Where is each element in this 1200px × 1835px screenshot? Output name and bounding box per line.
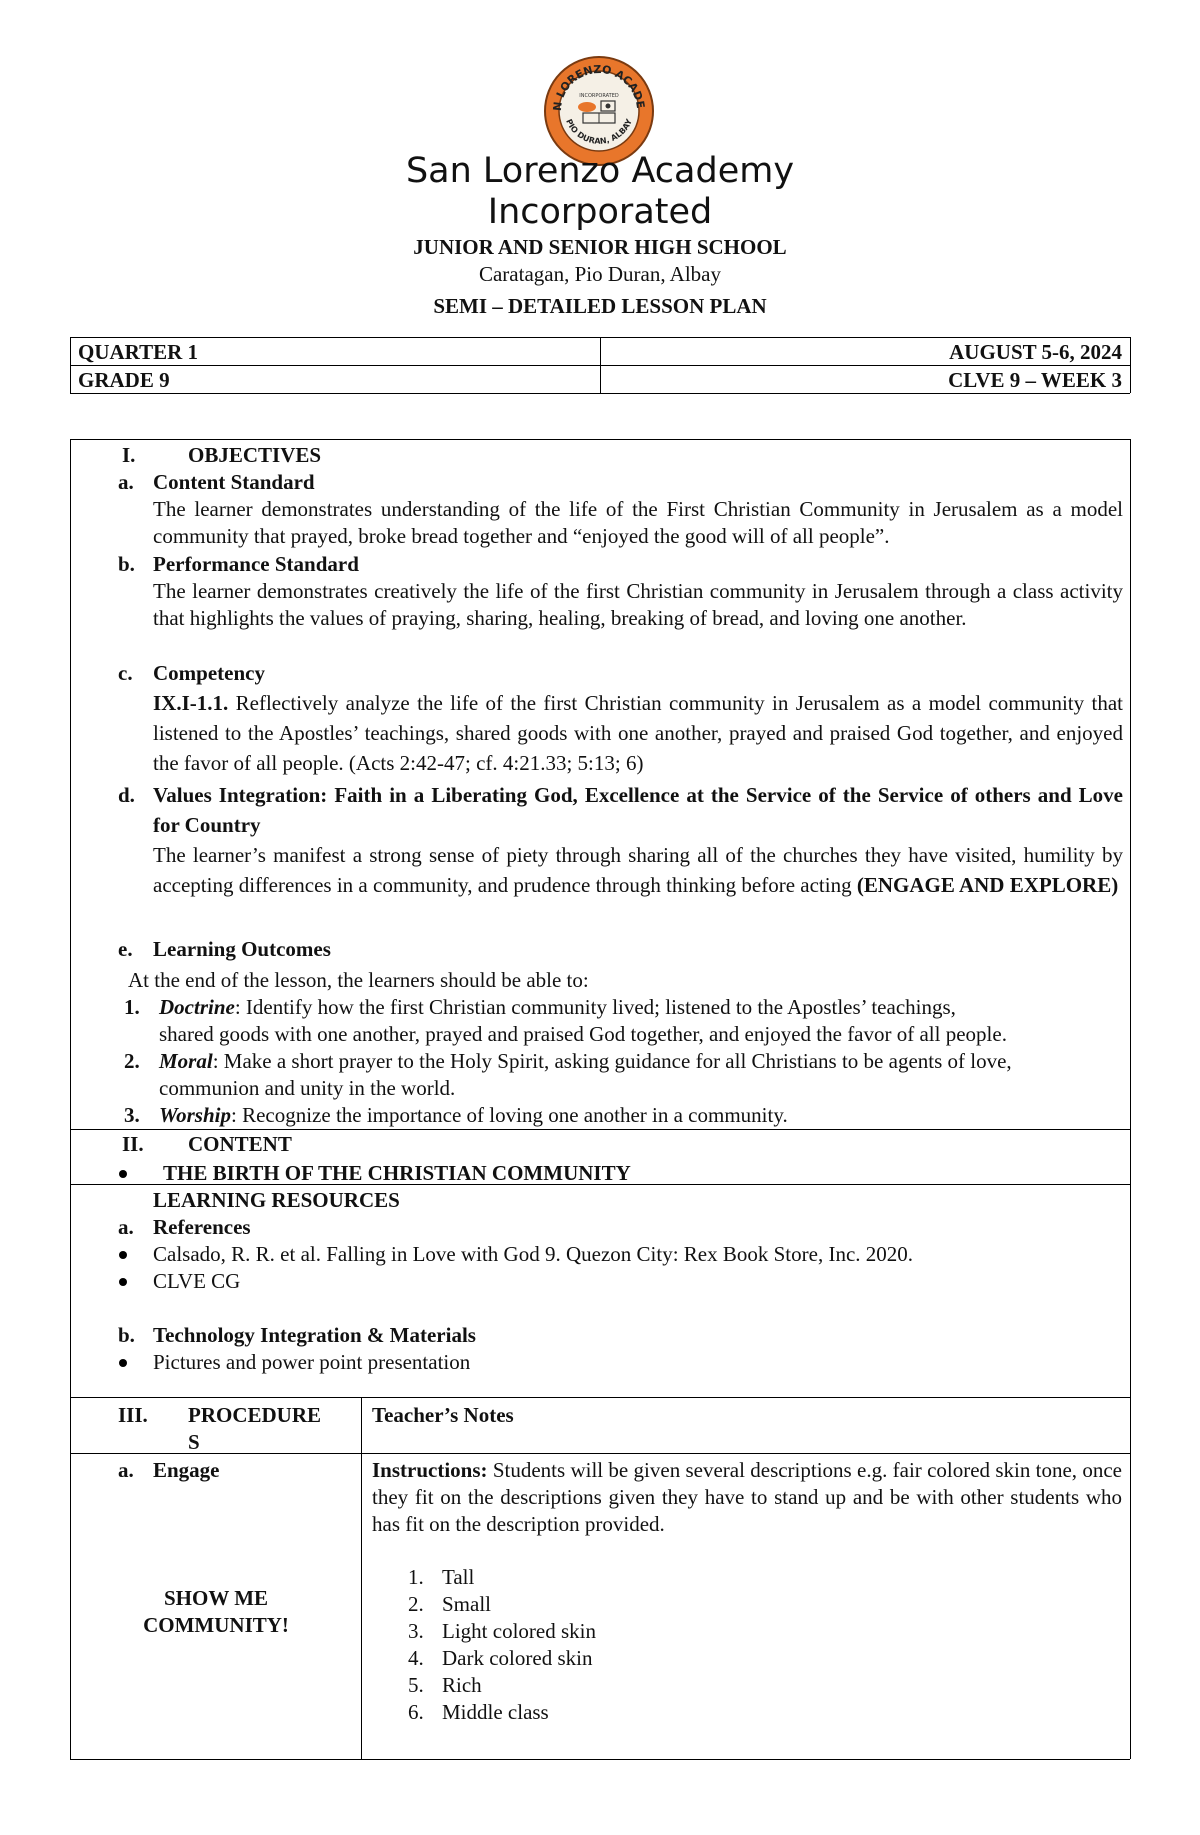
competency-body: Reflectively analyze the life of the first Christian community in Jerusalem as a model community that listened to the Apostles’ teachings, shared goods with one another, prayed and praised God together, and enjoyed the favor of all people. (Acts 2:42-47; cf. 4:21.33; 5:13; 6) [153, 691, 1123, 775]
outcome-2-line2: communion and unity in the world. [159, 1076, 456, 1100]
content-topic: THE BIRTH OF THE CHRISTIAN COMMUNITY [163, 1161, 631, 1185]
date-cell: AUGUST 5-6, 2024 [949, 340, 1122, 364]
procedures-title-line1: PROCEDURE [188, 1403, 322, 1427]
instructions-body: Students will be given several descriptions e.g. fair colored skin tone, once they fit on the descriptions given they have to stand up and be with other students who has fit on the description provided. [372, 1458, 1122, 1536]
list-item-6-num: 6. [408, 1700, 424, 1724]
list-item-1: Tall [442, 1565, 475, 1589]
references-letter: a. [118, 1215, 134, 1239]
outcome-1-num: 1. [124, 995, 140, 1019]
list-item-4: Dark colored skin [442, 1646, 593, 1670]
objectives-num: I. [122, 443, 136, 467]
list-item-3: Light colored skin [442, 1619, 596, 1643]
content-title: CONTENT [188, 1132, 292, 1156]
tech-letter: b. [118, 1323, 135, 1347]
list-item-2-num: 2. [408, 1592, 424, 1616]
outcome-3-line1 [159, 1102, 788, 1129]
reference-1-bullet [119, 1251, 127, 1259]
list-item-2: Small [442, 1592, 492, 1616]
values-integration-label: Values Integration: Faith in a Liberating God, Excellence at the Service of the Service of others and Love for Country [153, 783, 1123, 837]
learning-outcomes-letter: e. [118, 937, 133, 961]
content-num: II. [122, 1132, 144, 1156]
logo-ring-bottom: PIO DURAN, ALBAY [564, 117, 634, 146]
values-integration-letter: d. [118, 783, 135, 807]
activity-title-line1: SHOW ME [163, 1586, 269, 1610]
teachers-notes-header: Teacher’s Notes [372, 1403, 514, 1427]
instructions-label: Instructions: [372, 1458, 488, 1482]
outcome-3-text: : Recognize the importance of loving one another in a community. [230, 1103, 788, 1127]
outcome-3-num: 3. [124, 1103, 140, 1127]
values-integration-text [153, 840, 1123, 900]
competency-text [153, 688, 1123, 778]
references-label: References [153, 1215, 251, 1239]
outcome-2-num: 2. [124, 1049, 140, 1073]
subject-week-cell: CLVE 9 – WEEK 3 [948, 368, 1122, 392]
logo-center-text: INCORPORATED [579, 93, 619, 99]
objectives-title: OBJECTIVES [188, 443, 322, 467]
outcome-3-term: Worship [159, 1103, 231, 1127]
outcome-2-line1 [159, 1048, 1012, 1075]
list-item-5: Rich [442, 1673, 482, 1697]
outcome-1-line2: shared goods with one another, prayed and praised God together, and enjoyed the favor of all people. [159, 1022, 1007, 1046]
reference-1: Calsado, R. R. et al. Falling in Love with God 9. Quezon City: Rex Book Store, Inc. 2020. [153, 1242, 914, 1266]
performance-standard-letter: b. [118, 552, 135, 576]
values-integration-tag: (ENGAGE AND EXPLORE) [856, 873, 1119, 897]
reference-2: CLVE CG [153, 1269, 241, 1293]
learning-outcomes-intro: At the end of the lesson, the learners should be able to: [128, 968, 589, 992]
school-name-line2: Incorporated [487, 192, 713, 232]
quarter-cell: QUARTER 1 [78, 340, 199, 364]
school-address: Caratagan, Pio Duran, Albay [478, 262, 722, 286]
content-standard-label: Content Standard [153, 470, 315, 494]
competency-label: Competency [153, 661, 265, 685]
tech-label: Technology Integration & Materials [153, 1323, 476, 1347]
content-standard-letter: a. [118, 470, 134, 494]
tech-1-bullet [119, 1359, 127, 1367]
school-name-line1: San Lorenzo Academy [405, 151, 795, 191]
tech-item-1: Pictures and power point presentation [153, 1350, 471, 1374]
reference-2-bullet [119, 1278, 127, 1286]
outcome-1-text: : Identify how the first Christian community lived; listened to the Apostles’ teachings, [234, 995, 956, 1019]
values-integration-body: The learner’s manifest a strong sense of piety through sharing all of the churches they have visited, humility by accepting differences in a community, and prudence through thinking before acting [153, 843, 1123, 897]
performance-standard-text: The learner demonstrates creatively the life of the first Christian community in Jerusalem through a class activity that highlights the values of praying, sharing, healing, breaking of bread, and loving one another. [153, 579, 1123, 630]
outcome-2-text: : Make a short prayer to the Holy Spirit, asking guidance for all Christians to be agents of love, [212, 1049, 1012, 1073]
learning-outcomes-label: Learning Outcomes [153, 937, 331, 961]
procedures-title-line2: S [188, 1430, 200, 1454]
list-item-6: Middle class [442, 1700, 549, 1724]
outcome-2-term: Moral [159, 1049, 213, 1073]
list-item-1-num: 1. [408, 1565, 424, 1589]
engage-label: Engage [153, 1458, 220, 1482]
plan-title: SEMI – DETAILED LESSON PLAN [433, 294, 767, 318]
outcome-1-line1 [159, 994, 956, 1021]
resources-title: LEARNING RESOURCES [153, 1188, 400, 1212]
content-standard-text: The learner demonstrates understanding of the life of the First Christian Community in Jerusalem as a model community that prayed, broke bread together and “enjoyed the good will of all people”. [153, 497, 1123, 548]
logo-ring-top: N LORENZO ACADE [550, 62, 647, 112]
list-item-5-num: 5. [408, 1673, 424, 1697]
performance-standard-label: Performance Standard [153, 552, 359, 576]
instructions-text [372, 1457, 1122, 1538]
list-item-4-num: 4. [408, 1646, 424, 1670]
outcome-1-term: Doctrine [159, 995, 235, 1019]
competency-code: IX.I-1.1. [153, 691, 229, 715]
list-item-3-num: 3. [408, 1619, 424, 1643]
engage-letter: a. [118, 1458, 134, 1482]
content-bullet [119, 1170, 127, 1178]
school-level: JUNIOR AND SENIOR HIGH SCHOOL [413, 235, 787, 259]
grade-cell: GRADE 9 [78, 368, 170, 392]
procedures-num: III. [118, 1403, 148, 1427]
competency-letter: c. [118, 661, 133, 685]
activity-title-line2: COMMUNITY! [143, 1613, 289, 1637]
